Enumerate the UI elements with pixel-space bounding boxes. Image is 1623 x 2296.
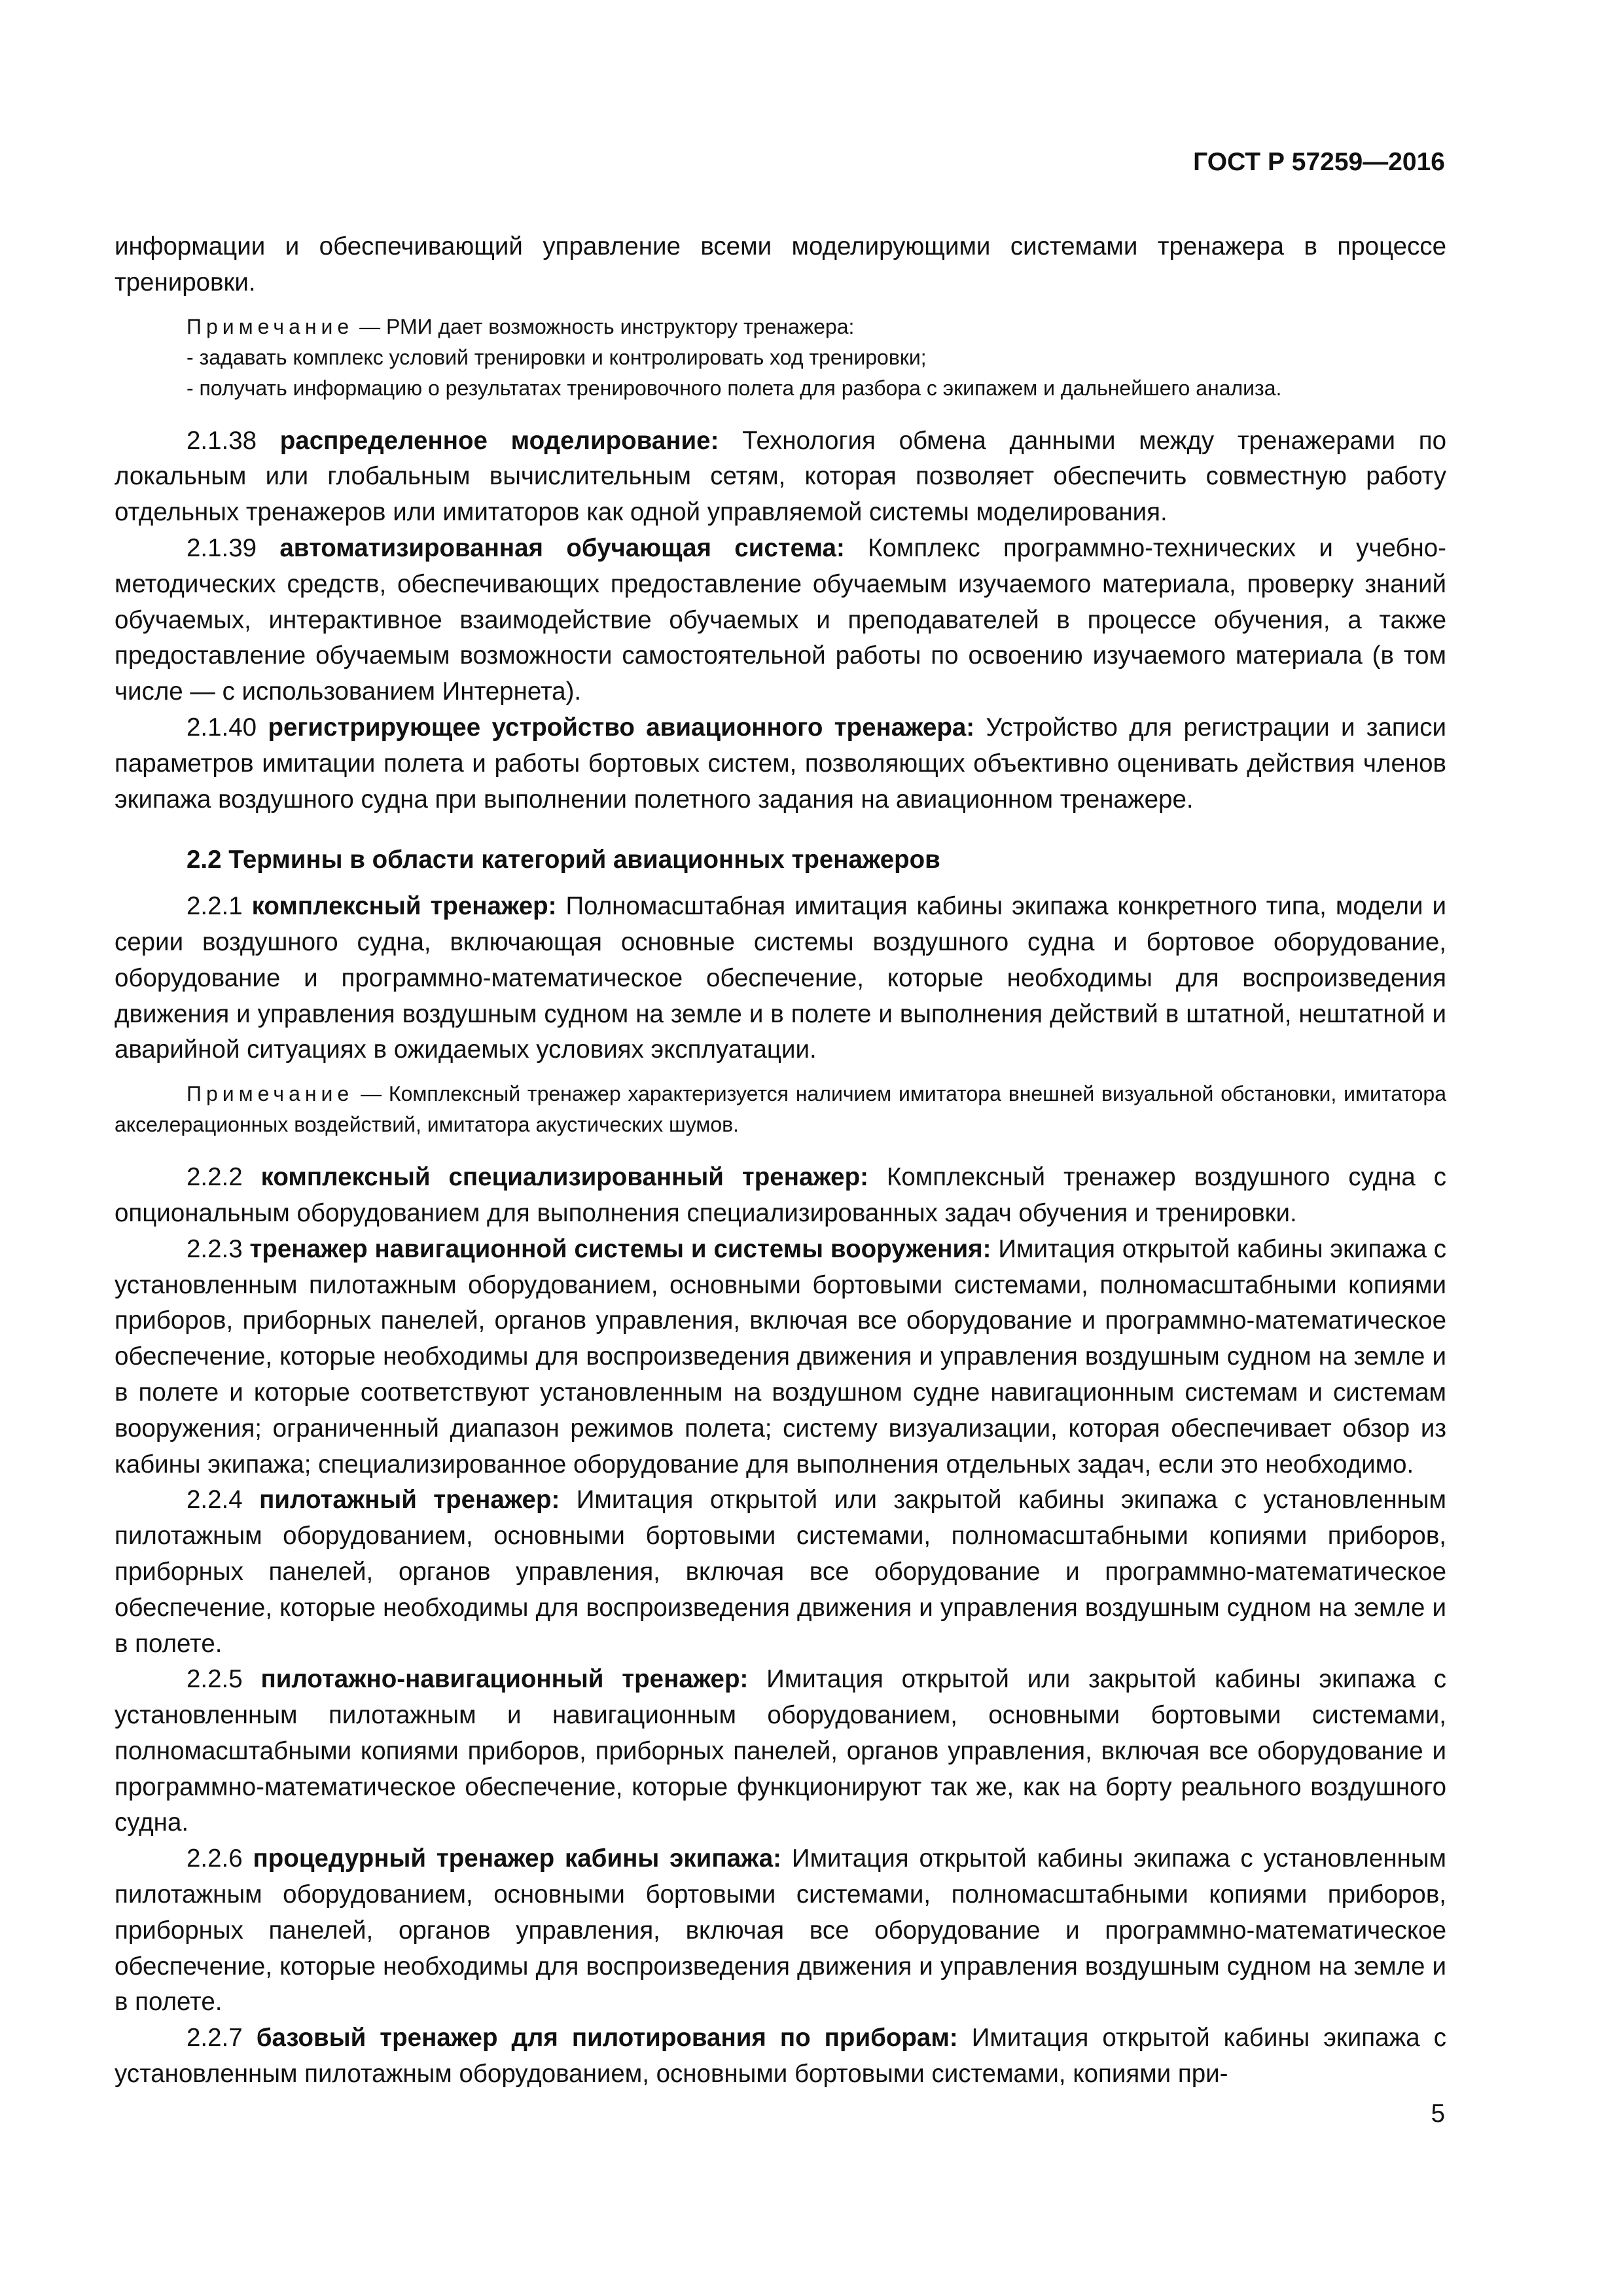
note-label: Примечание <box>187 1082 354 1106</box>
term-entry-2-1-38 <box>115 423 1446 531</box>
term-number: 2.1.40 <box>187 713 257 742</box>
term-definition: Устройство для регистрации и записи параметров имитации полета и работы бортовых систем, позволяющих объективно оценивать действия членов экипажа воздушного судна при выполнении полетного задания на авиационном тренажере. <box>115 713 1447 814</box>
term-name: базовый тренажер для пилотирования по приборам: <box>256 2024 958 2053</box>
term-entry-2-2-3 <box>115 1232 1446 1483</box>
note-list-item: - получать информацию о результатах тренировочного полета для разбора с экипажем и дальнейшего анализа. <box>187 376 1282 400</box>
term-number: 2.2.7 <box>187 2024 243 2053</box>
term-entry-2-1-39 <box>115 531 1446 710</box>
term-entry-2-2-2 <box>115 1160 1446 1232</box>
note-text: — Комплексный тренажер характеризуется наличием имитатора внешней визуальной обстановки, имитатора акселерационных воздействий, имитатора акустических шумов. <box>115 1082 1446 1137</box>
term-entry-2-2-4 <box>115 1482 1446 1662</box>
term-number: 2.2.4 <box>187 1486 243 1515</box>
term-number: 2.2.1 <box>187 892 243 921</box>
term-definition: Полномасштабная имитация кабины экипажа конкретного типа, модели и серии воздушного судна, включающая основные системы воздушного судна и бортовое оборудование, оборудование и программно-математическое обеспечение, которые необходимы для воспроизведения движения и управления воздушным судном на земле и в полете и выполнения действий в штатной, нештатной и аварийной ситуациях в ожидаемых условиях эксплуатации. <box>115 892 1446 1064</box>
term-name: комплексный специализированный тренажер: <box>260 1163 868 1192</box>
term-definition: Комплексный тренажер воздушного судна с опциональным оборудованием для выполнения специализированных задач обучения и тренировки. <box>115 1163 1447 1227</box>
term-name: комплексный тренажер: <box>251 892 557 921</box>
term-name: автоматизированная обучающая система: <box>279 533 845 562</box>
page-number: 5 <box>1431 2100 1445 2128</box>
term-name: регистрирующее устройство авиационного тренажера: <box>268 713 975 742</box>
term-definition: Имитация открытой или закрытой кабины экипажа с установленным пилотажным оборудованием, основными бортовыми системами, полномасштабными копиями приборов, приборных панелей, органов управления, включая все оборудование и программно-математическое обеспечение, которые необходимы для воспроизведения движения и управления воздушным судном на земле и в полете. <box>115 1486 1446 1658</box>
note-intro: — РМИ дает возможность инструктору тренажера: <box>353 314 855 338</box>
term-entry-2-2-1 <box>115 889 1446 1068</box>
term-entry-2-2-5 <box>115 1662 1446 1841</box>
term-number: 2.1.38 <box>187 426 257 455</box>
term-name: пилотажный тренажер: <box>259 1486 560 1515</box>
note-complex-trainer <box>115 1079 1446 1140</box>
term-number: 2.2.2 <box>187 1163 243 1192</box>
note-list-item: - задавать комплекс условий тренировки и контролировать ход тренировки; <box>187 345 927 369</box>
term-definition: Имитация открытой или закрытой кабины экипажа с установленным пилотажным и навигационным оборудованием, основными бортовыми системами, полномасштабными копиями приборов, приборных панелей, органов управления, включая все оборудование и программно-математическое обеспечение, которые функционируют так же, как на борту реального воздушного судна. <box>115 1665 1446 1837</box>
term-entry-2-2-6 <box>115 1841 1446 2020</box>
paragraph-continuation: информации и обеспечивающий управление всеми моделирующими системами тренажера в процессе тренировки. <box>115 232 1446 296</box>
term-number: 2.2.3 <box>187 1234 243 1263</box>
term-name: тренажер навигационной системы и системы вооружения: <box>249 1234 991 1263</box>
term-number: 2.2.5 <box>187 1665 243 1694</box>
term-definition: Имитация открытой кабины экипажа с установленным пилотажным оборудованием, основными бортовыми системами, полномасштабными копиями приборов, приборных панелей, органов управления, включая все оборудование и программно-математическое обеспечение, которые необходимы для воспроизведения движения и управления воздушным судном на земле и в полете и которые соответствуют установленным на воздушном судне навигационным системам и системам вооружения; ограниченный диапазон режимов полета; систему визуализации, которая обеспечивает обзор из кабины экипажа; специализированное оборудование для выполнения отдельных задач, если это необходимо. <box>115 1234 1446 1479</box>
term-definition: Имитация открытой кабины экипажа с установленным пилотажным оборудованием, основными бортовыми системами, полномасштабными копиями приборов, приборных панелей, органов управления, включая все оборудование и программно-математическое обеспечение, которые необходимы для воспроизведения движения и управления воздушным судном на земле и в полете. <box>115 1844 1446 2017</box>
term-definition: Имитация открытой кабины экипажа с установленным пилотажным оборудованием, основными бортовыми системами, копиями при- <box>115 2024 1446 2089</box>
note-rmi <box>115 312 1446 342</box>
term-definition: Технология обмена данными между тренажерами по локальным или глобальным вычислительным сетям, которая позволяет обеспечить совместную работу отдельных тренажеров или имитаторов как одной управляемой системы моделирования. <box>115 426 1446 527</box>
section-heading-2-2: 2.2 Термины в области категорий авиационных тренажеров <box>187 846 940 874</box>
document-code-header: ГОСТ Р 57259—2016 <box>1193 148 1445 176</box>
term-entry-2-2-7 <box>115 2020 1446 2092</box>
page-body <box>115 229 1446 2092</box>
note-label: Примечание <box>187 314 354 338</box>
term-number: 2.2.6 <box>187 1844 243 1873</box>
term-name: процедурный тренажер кабины экипажа: <box>253 1844 781 1873</box>
term-entry-2-1-40 <box>115 710 1446 817</box>
term-name: пилотажно-навигационный тренажер: <box>260 1665 749 1694</box>
term-name: распределенное моделирование: <box>279 426 719 455</box>
term-number: 2.1.39 <box>187 533 257 562</box>
term-definition: Комплекс программно-технических и учебно-методических средств, обеспечивающих предоставление обучаемым изучаемого материала, проверку знаний обучаемых, интерактивное взаимодействие обучаемых и преподавателей в процессе обучения, а также предоставление обучаемым возможности самостоятельной работы по освоению изучаемого материала (в том числе — с использованием Интернета). <box>115 533 1447 706</box>
